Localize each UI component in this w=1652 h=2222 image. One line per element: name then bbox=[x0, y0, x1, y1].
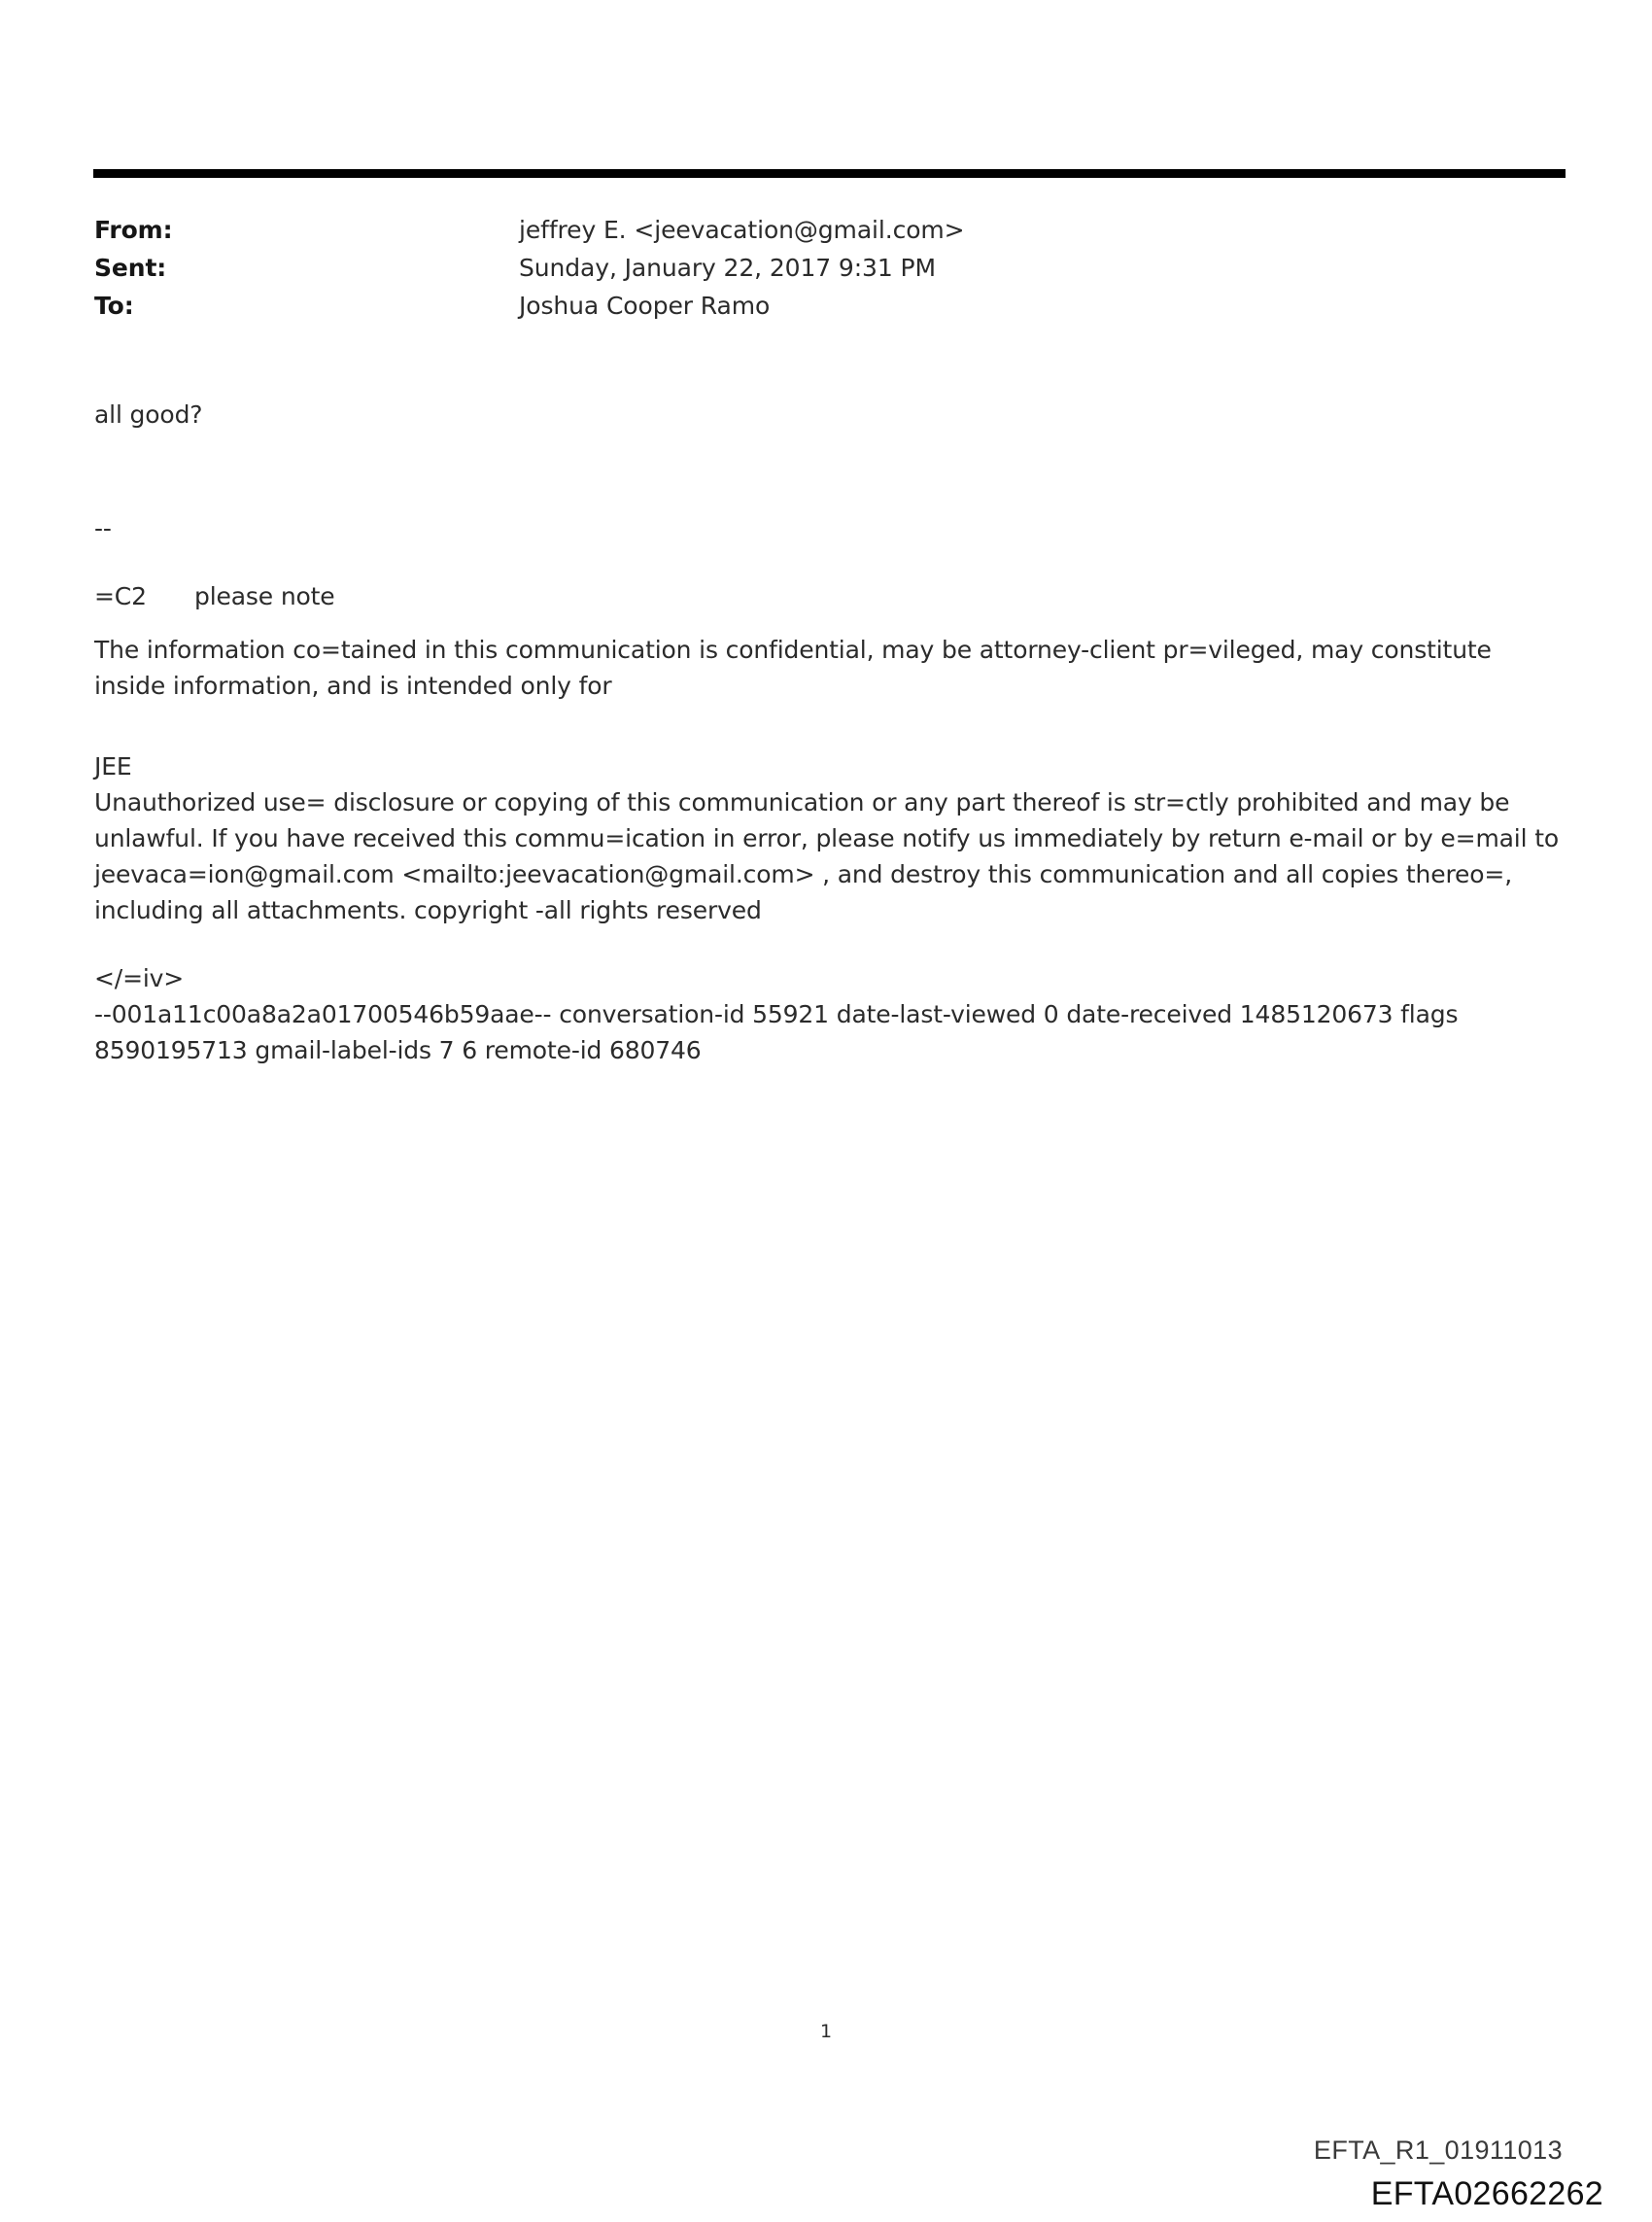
email-header-row-to bbox=[94, 292, 1260, 330]
confidentiality-paragraph bbox=[94, 632, 1532, 704]
tail-line-1: </=iv> bbox=[94, 964, 185, 992]
email-header-row-from bbox=[94, 216, 1260, 254]
tail-line-3: 8590195713 gmail-label-ids 7 6 remote-id 680746 bbox=[94, 1036, 702, 1064]
email-header-row-sent bbox=[94, 254, 1260, 292]
page-number: 1 bbox=[819, 2021, 833, 2042]
disclaimer-line-1: Unauthorized use= disclosure or copying of this communication or any part thereof is str=ctly prohibited and may be bbox=[94, 788, 1510, 816]
signature-code: =C2 bbox=[94, 582, 147, 610]
signature-note-line bbox=[94, 578, 1532, 614]
signature-separator bbox=[94, 510, 1532, 546]
tail-line-2: --001a11c00a8a2a01700546b59aae-- conversation-id 55921 date-last-viewed 0 date-received 1485120673 flags bbox=[94, 1000, 1459, 1028]
bates-stamp-secondary: EFTA02662262 bbox=[1370, 2175, 1603, 2212]
email-header-block bbox=[94, 216, 1260, 330]
disclaimer-line-4: including all attachments. copyright -all rights reserved bbox=[94, 896, 762, 924]
from-value: jeffrey E. <jeevacation@gmail.com> bbox=[519, 216, 965, 244]
confidentiality-line-2: inside information, and is intended only for bbox=[94, 672, 612, 700]
jee-initials: JEE bbox=[94, 752, 132, 781]
to-label: To: bbox=[94, 292, 134, 320]
header-divider-rule bbox=[93, 169, 1566, 178]
email-greeting bbox=[94, 397, 1532, 433]
disclaimer-line-2: unlawful. If you have received this commu=ication in error, please notify us immediately by return e-mail or by e=mail to bbox=[94, 824, 1559, 852]
confidentiality-line-1: The information co=tained in this communication is confidential, may be attorney-client pr=vileged, may constitute bbox=[94, 636, 1492, 664]
signature-note-text: please note bbox=[194, 582, 335, 610]
greeting-text: all good? bbox=[94, 400, 203, 429]
to-value: Joshua Cooper Ramo bbox=[519, 292, 771, 320]
disclaimer-paragraph bbox=[94, 748, 1559, 928]
disclaimer-line-3: jeevaca=ion@gmail.com <mailto:jeevacation@gmail.com> , and destroy this communication and all copies thereo=, bbox=[94, 860, 1513, 888]
sent-label: Sent: bbox=[94, 254, 167, 282]
bates-stamp-primary: EFTA_R1_01911013 bbox=[1313, 2135, 1563, 2165]
signature-note-row bbox=[94, 578, 1532, 614]
from-label: From: bbox=[94, 216, 173, 244]
separator-text: -- bbox=[94, 514, 112, 542]
sent-value: Sunday, January 22, 2017 9:31 PM bbox=[519, 254, 936, 282]
raw-email-metadata-block bbox=[94, 960, 1532, 1068]
